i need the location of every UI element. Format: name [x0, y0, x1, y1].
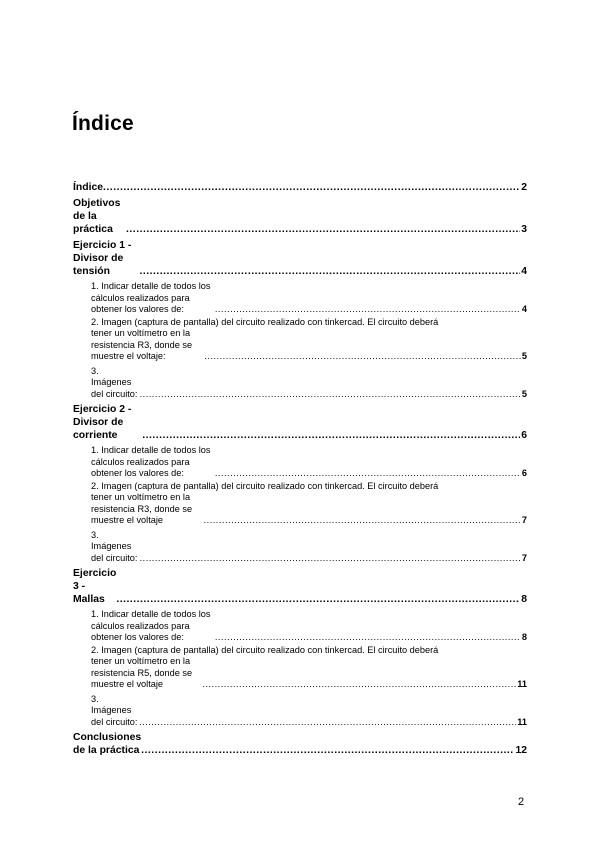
dot-leader	[103, 181, 520, 194]
dot-leader	[215, 304, 521, 316]
toc-page-number: 4	[521, 266, 527, 277]
toc-entry-conclusiones[interactable]	[73, 731, 527, 757]
toc-entry-label: 3. Imágenes del circuito:	[91, 529, 138, 563]
toc-entry-ej2-imagenes[interactable]	[73, 530, 527, 565]
toc-entry-label: 1. Indicar detalle de todos los cálculos realizados para obtener los valores de:	[91, 609, 211, 642]
toc-entry-label-line2: tener un voltímetro en la resistencia R3, donde se muestre el voltaje:	[91, 328, 193, 361]
toc-entry-label-line2: tener un voltímetro en la resistencia R3, donde se muestre el voltaje	[91, 492, 193, 525]
toc-page-number: 6	[521, 430, 527, 441]
toc-entry-ejercicio-3[interactable]	[73, 567, 527, 606]
dot-leader	[204, 351, 521, 363]
toc-entry-label: 3. Imágenes del circuito:	[91, 365, 138, 399]
dot-leader	[126, 223, 520, 236]
toc-entry-ej2-calculos[interactable]	[73, 445, 527, 480]
toc-page-number: 4	[521, 304, 527, 314]
toc-entry-ej2-imagen[interactable]	[73, 481, 527, 527]
toc-page-number: 2	[521, 182, 527, 193]
page-number: 2	[518, 796, 525, 808]
toc-entry-label-line1: 2. Imagen (captura de pantalla) del circuito realizado con tinkercad. El circuito deberá	[91, 480, 439, 491]
dot-leader	[116, 593, 520, 606]
dot-leader	[139, 717, 516, 729]
toc-entry-indice[interactable]	[73, 181, 527, 194]
toc-entry-objetivos[interactable]	[73, 197, 527, 236]
page-title: Índice	[72, 112, 134, 135]
dot-leader	[140, 553, 521, 565]
toc-entry-ej3-imagenes[interactable]	[73, 694, 527, 729]
dot-leader	[141, 744, 514, 757]
toc-entry-ejercicio-2[interactable]	[73, 403, 527, 442]
toc-entry-ej3-imagen[interactable]	[73, 645, 527, 691]
toc-entry-label: Ejercicio 2 - Divisor de corriente	[73, 404, 132, 441]
dot-leader	[215, 632, 521, 644]
toc-page-number: 11	[517, 716, 527, 727]
toc-page-number: 6	[521, 468, 527, 478]
dot-leader	[202, 679, 516, 691]
toc-entry-label: 1. Indicar detalle de todos los cálculos realizados para obtener los valores de:	[91, 445, 211, 478]
toc-page-number: 8	[521, 632, 527, 642]
toc-entry-label: Ejercicio 3 - Mallas	[73, 568, 117, 605]
toc-entry-label: 3. Imágenes del circuito:	[91, 693, 138, 727]
toc-entry-label: Objetivos de la práctica	[73, 198, 121, 235]
toc-page-number: 12	[515, 745, 527, 756]
dot-leader	[204, 515, 521, 527]
toc-entry-ej3-calculos[interactable]	[73, 609, 527, 644]
toc-entry-ejercicio-1[interactable]	[73, 239, 527, 278]
toc-page-number: 7	[521, 515, 527, 525]
toc-entry-ej1-calculos[interactable]	[73, 281, 527, 316]
toc-entry-label: Índice	[73, 182, 104, 193]
toc-page-number: 3	[521, 224, 527, 235]
toc-page-number: 5	[521, 388, 527, 399]
toc-entry-label: Conclusiones de la práctica	[73, 732, 142, 756]
toc-page-number: 7	[521, 552, 527, 563]
toc-entry-label-line2: tener un voltímetro en la resistencia R5, donde se muestre el voltaje	[91, 656, 193, 689]
dot-leader	[139, 265, 520, 278]
toc-page-number: 8	[521, 594, 527, 605]
dot-leader	[140, 389, 521, 401]
dot-leader	[215, 468, 521, 480]
toc-entry-label: Ejercicio 1 - Divisor de tensión	[73, 240, 132, 277]
toc-page-number: 11	[517, 679, 527, 689]
table-of-contents	[73, 181, 527, 757]
toc-entry-ej1-imagen[interactable]	[73, 317, 527, 363]
dot-leader	[142, 429, 520, 442]
toc-page-number: 5	[521, 351, 527, 361]
toc-entry-ej1-imagenes[interactable]	[73, 366, 527, 401]
toc-entry-label-line1: 2. Imagen (captura de pantalla) del circuito realizado con tinkercad. El circuito deberá	[91, 316, 439, 327]
toc-entry-label: 1. Indicar detalle de todos los cálculos realizados para obtener los valores de:	[91, 281, 211, 314]
toc-entry-label-line1: 2. Imagen (captura de pantalla) del circuito realizado con tinkercad. El circuito deberá	[91, 644, 439, 655]
